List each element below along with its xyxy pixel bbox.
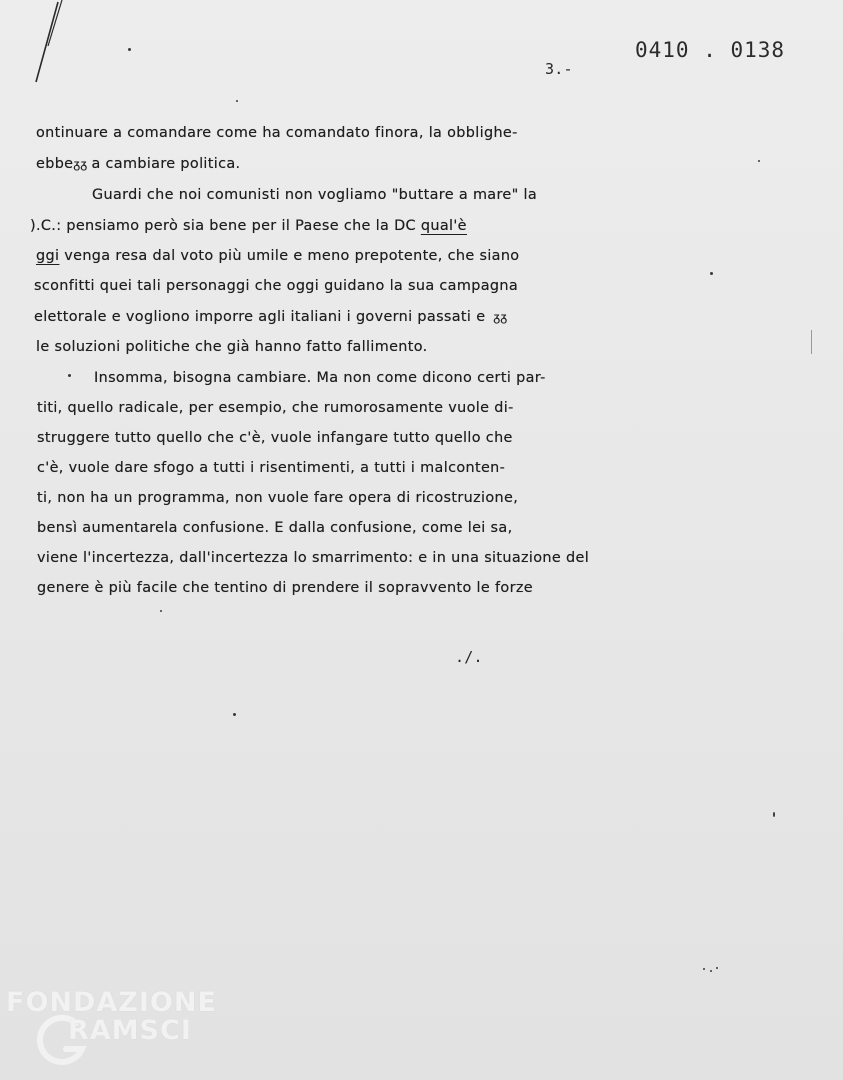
watermark-line-1: FONDAZIONE	[6, 987, 217, 1018]
scan-speck	[773, 812, 775, 817]
text-line-6: sconfitti quei tali personaggi che oggi guidano la sua campagna	[34, 278, 518, 294]
text-line-5	[36, 248, 519, 264]
watermark-line-2: RAMSCI	[68, 1015, 192, 1046]
text-line-4	[30, 218, 467, 234]
text-line-14: bensì aumentarela confusione. E dalla confusione, come lei sa,	[37, 520, 513, 536]
text-fragment: elettorale e vogliono imporre agli italiani i governi passati e	[34, 309, 486, 325]
text-line-12: c'è, vuole dare sfogo a tutti i risentimenti, a tutti i malconten-	[37, 460, 506, 476]
strike-mark: ᵹᵹ	[493, 310, 508, 324]
text-line-16: genere è più facile che tentino di prendere il sopravvento le forze	[37, 580, 533, 596]
text-line-7	[34, 309, 507, 325]
scan-speck	[710, 970, 712, 972]
scan-speck	[703, 968, 705, 970]
scan-speck	[68, 374, 71, 377]
continuation-mark: ./.	[455, 648, 483, 666]
text-line-8: le soluzioni politiche che già hanno fatto fallimento.	[36, 339, 428, 355]
text-line-15: viene l'incertezza, dall'incertezza lo smarrimento: e in una situazione del	[37, 550, 590, 566]
scan-speck	[233, 713, 236, 716]
text-line-1: ontinuare a comandare come ha comandato finora, la obblighe-	[36, 125, 518, 141]
scan-speck	[160, 610, 162, 612]
archive-stamp: 0410 . 0138	[635, 38, 786, 62]
text-fragment: ebbe	[36, 156, 74, 172]
strike-mark: ᵹᵹ	[73, 157, 88, 171]
text-fragment: ).C.: pensiamo però sia bene per il Paese che la DC	[30, 218, 421, 234]
scan-speck	[236, 100, 238, 102]
text-line-2	[36, 156, 240, 172]
scan-speck	[128, 48, 131, 51]
scan-speck	[758, 160, 760, 162]
scan-speck	[710, 272, 713, 275]
text-line-3: Guardi che noi comunisti non vogliamo "buttare a mare" la	[92, 187, 538, 203]
margin-pen-strokes	[28, 0, 108, 90]
page-number: 3.-	[545, 60, 573, 78]
underlined-text: ggi	[36, 248, 60, 264]
text-line-9: Insomma, bisogna cambiare. Ma non come dicono certi par-	[94, 370, 546, 386]
text-line-11: struggere tutto quello che c'è, vuole infangare tutto quello che	[37, 430, 513, 446]
text-line-10: titi, quello radicale, per esempio, che rumorosamente vuole di-	[37, 400, 514, 416]
scan-speck	[716, 967, 718, 969]
text-fragment: a cambiare politica.	[91, 156, 241, 172]
text-line-13: ti, non ha un programma, non vuole fare opera di ricostruzione,	[37, 490, 519, 506]
underlined-text: qual'è	[420, 218, 467, 234]
text-fragment: venga resa dal voto più umile e meno prepotente, che siano	[59, 248, 520, 264]
scan-speck	[811, 330, 812, 354]
fondazione-gramsci-watermark	[4, 985, 217, 1075]
